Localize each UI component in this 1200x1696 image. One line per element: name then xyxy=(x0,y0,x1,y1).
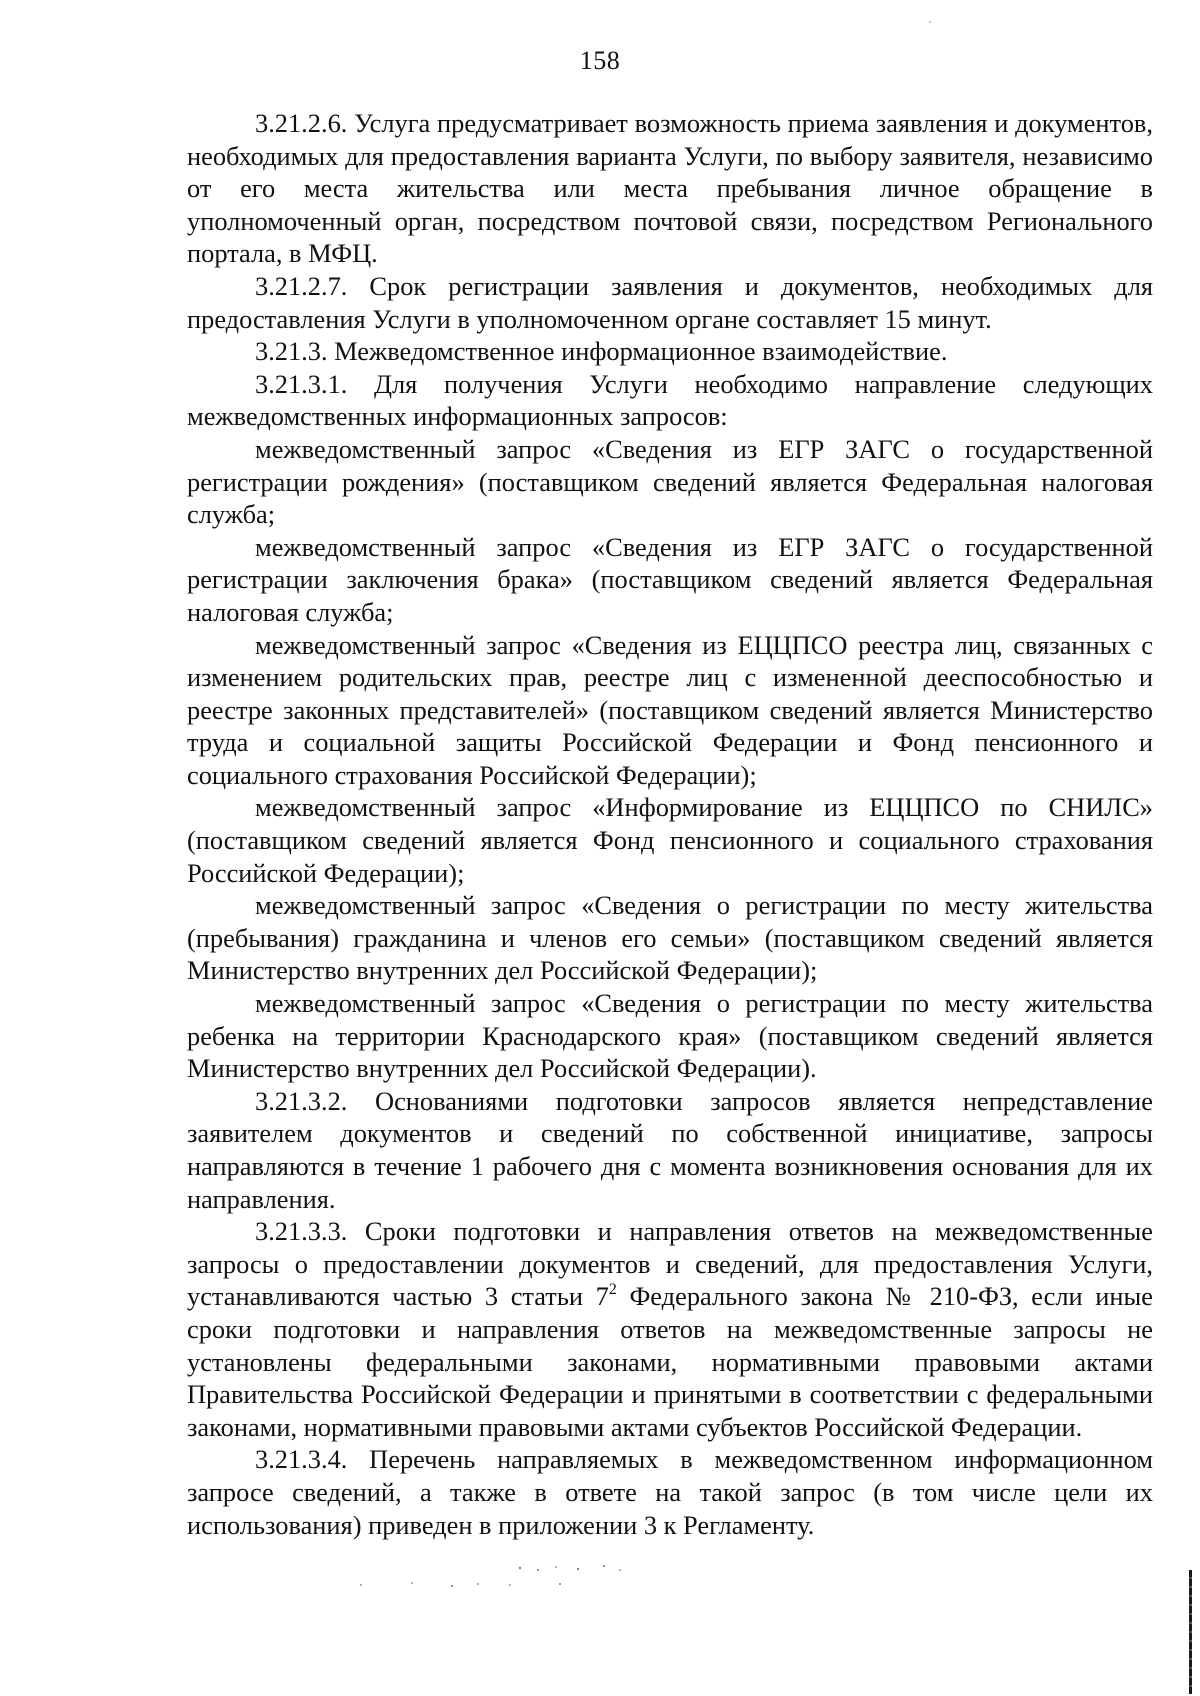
paragraph-3-21-3: 3.21.3. Межведомственное информационное взаимодействие. xyxy=(255,336,948,367)
request-item-snils: межведомственный запрос «Информирование из ЕЦЦПСО по СНИЛС» (поставщиком сведений является Фонд пенсионного и социального страхования Российской Федерации); xyxy=(187,792,1153,888)
paragraph-3-21-3-1: 3.21.3.1. Для получения Услуги необходимо направление следующих межведомственных информационных запросов: xyxy=(187,368,1153,432)
request-item-marriage-registration: межведомственный запрос «Сведения из ЕГР ЗАГС о государственной регистрации заключения брака» (поставщиком сведений является Федеральная налоговая служба; xyxy=(187,531,1153,627)
paragraph-3-21-3-3 xyxy=(187,1215,1153,1443)
page-number: 158 xyxy=(579,46,621,75)
superscript: 2 xyxy=(608,1280,617,1298)
paragraph-3-21-3-3-part2: Федерального закона № 210-ФЗ, если иные сроки подготовки и направления ответов на межведомственные запросы не установлены федеральными законами, нормативными правовыми актами Правительства Российской Федерации и принятыми в соответствии с федеральными законами, нормативными правовыми актами субъектов Российской Федерации. xyxy=(187,1281,1153,1442)
request-item-child-residence: межведомственный запрос «Сведения о регистрации по месту жительства ребенка на территории Краснодарского края» (поставщиком сведений является Министерство внутренних дел Российской Федерации). xyxy=(187,988,1153,1084)
paragraph-3-21-3-3-part1: 3.21.3.3. Сроки подготовки и направления ответов на межведомственные запросы о предоставлении документов и сведений, для предоставления Услуги, устанавливаются частью 3 статьи 7 xyxy=(187,1216,1153,1312)
paragraph-3-21-2-7: 3.21.2.7. Срок регистрации заявления и документов, необходимых для предоставления Услуги в уполномоченном органе составляет 15 минут. xyxy=(187,270,1153,334)
scan-edge-mark xyxy=(1189,1570,1192,1694)
paragraph-3-21-3-2: 3.21.3.2. Основаниями подготовки запросов является непредставление заявителем документов и сведений по собственной инициативе, запросы направляются в течение 1 рабочего дня с момента возникновения основания для их направления. xyxy=(187,1085,1153,1214)
paragraph-3-21-3-4: 3.21.3.4. Перечень направляемых в межведомственном информационном запросе сведений, а также в ответе на такой запрос (в том числе цели их использования) приведен в приложении 3 к Регламенту. xyxy=(187,1444,1153,1540)
paragraph-3-21-2-6: 3.21.2.6. Услуга предусматривает возможность приема заявления и документов, необходимых для предоставления варианта Услуги, по выбору заявителя, независимо от его места жительства или места пребывания личное обращение в уполномоченный орган, посредством почтовой связи, посредством Регионального портала, в МФЦ. xyxy=(187,108,1153,269)
document-body xyxy=(187,107,1153,1541)
request-item-birth-registration: межведомственный запрос «Сведения из ЕГР ЗАГС о государственной регистрации рождения» (поставщиком сведений является Федеральная налоговая служба; xyxy=(187,433,1153,530)
request-item-parental-rights-registry: межведомственный запрос «Сведения из ЕЦЦПСО реестра лиц, связанных с изменением родительских прав, реестре лиц с измененной дееспособностью и реестре законных представителей» (поставщиком сведений является Министерство труда и социальной защиты Российской Федерации и Фонд пенсионного и социального страхования Российской Федерации); xyxy=(187,629,1153,790)
request-item-citizen-residence: межведомственный запрос «Сведения о регистрации по месту жительства (пребывания) гражданина и членов его семьи» (поставщиком сведений является Министерство внутренних дел Российской Федерации); xyxy=(187,890,1153,986)
